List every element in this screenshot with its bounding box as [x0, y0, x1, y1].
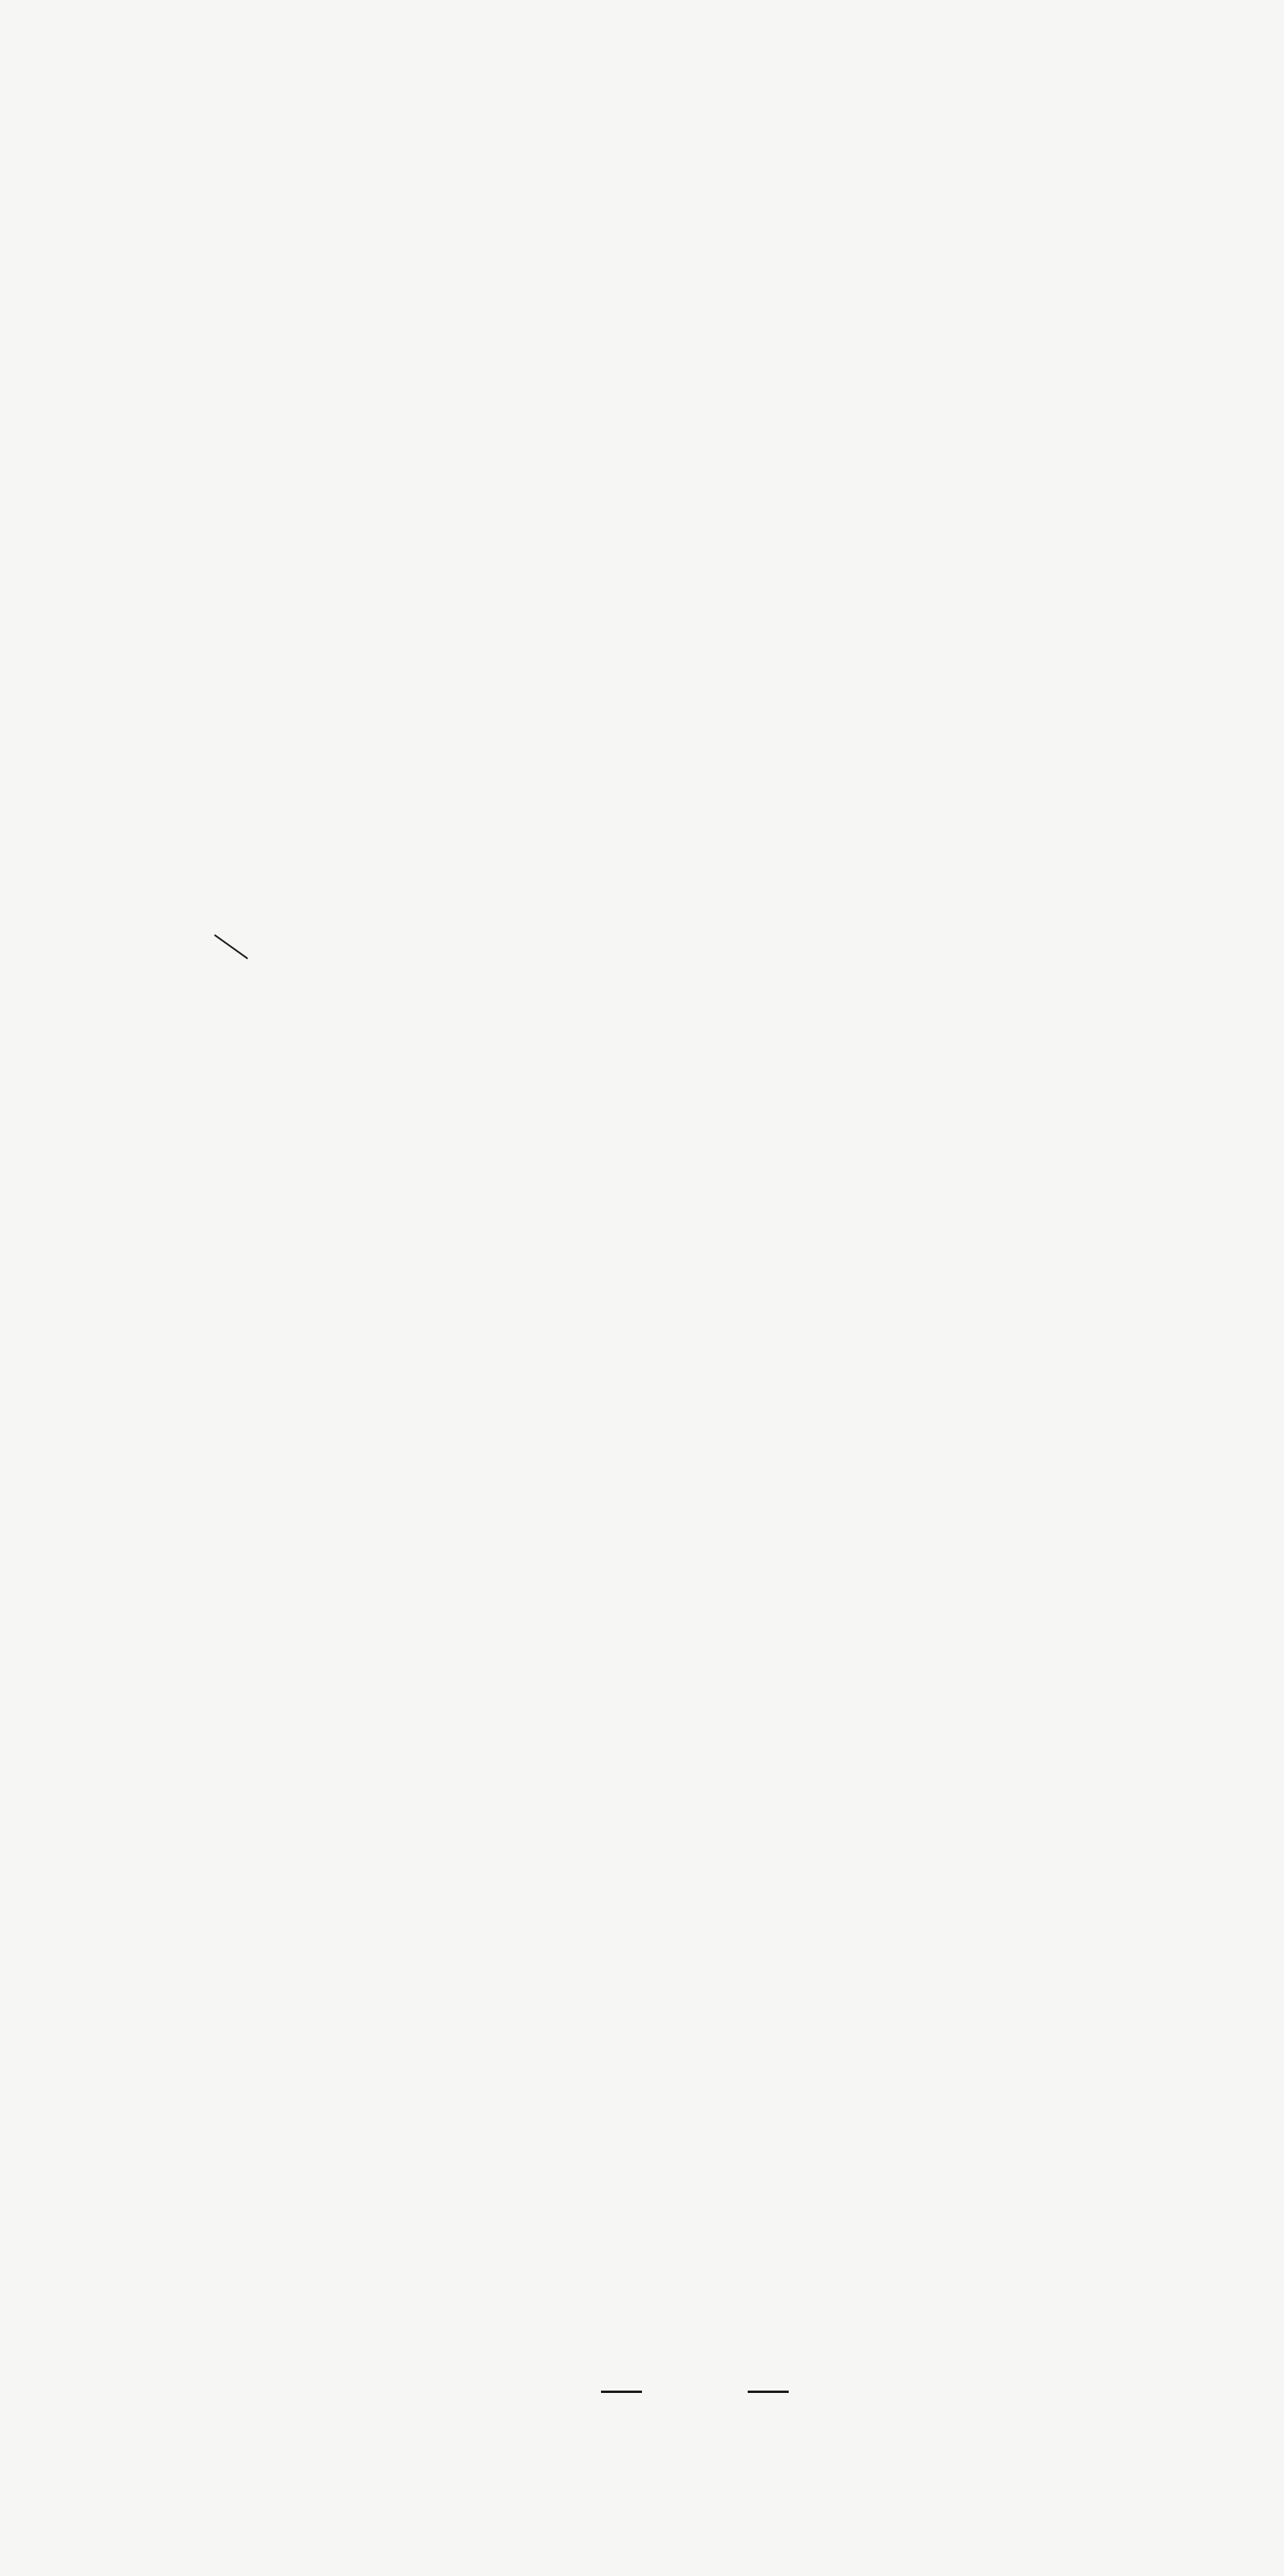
letter-line-4 [210, 860, 229, 886]
letter-line-2 [219, 745, 244, 771]
footer-rule-right [748, 2391, 789, 2393]
letter-line-5 [210, 917, 241, 943]
strike-mark [211, 932, 259, 963]
letter-line-1 [265, 686, 287, 712]
letter-line-3 [210, 803, 241, 829]
letter-line-6 [210, 974, 222, 1000]
footer-rule-left [601, 2391, 642, 2393]
